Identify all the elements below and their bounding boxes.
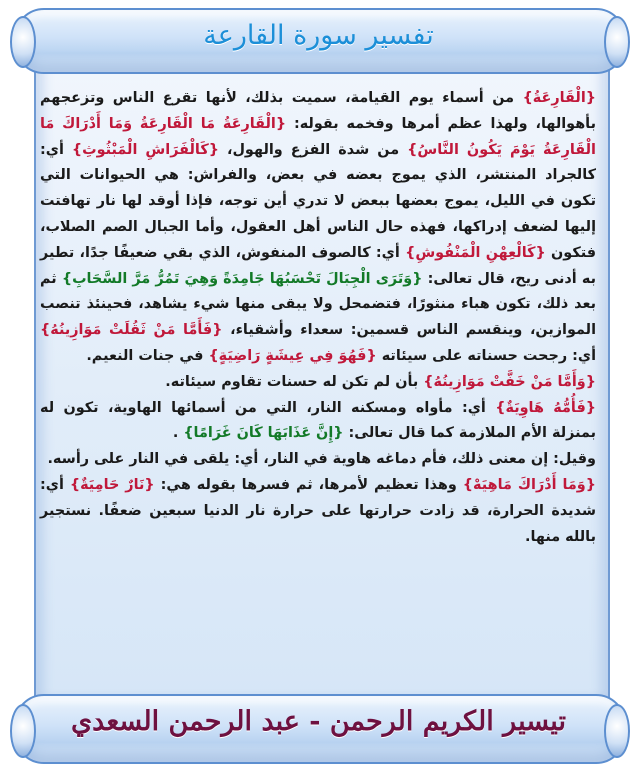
tafsir-paragraph <box>40 86 596 370</box>
quran-verse: {وَتَرَى الْجِبَالَ تَحْسَبُهَا جَامِدَةً وَهِيَ تَمُرُّ مَرَّ السَّحَابِ} <box>61 270 423 287</box>
quran-verse: {فَأَمَّا مَنْ ثَقُلَتْ مَوَازِينُهُ} <box>40 322 223 339</box>
commentary-text: أي: كالجراد المنتشر، الذي يموج بعضه في بعض، والفراش: هي الحيوانات التي تكون في الليل، يموج بعضها ببعض لا تدري أين توجه، فإذا أوقد لها نار تهافتت إليها لضعف إدراكها، فهذه حال الناس أهل العقول، وأما الجبال الصم الصلاب، فتكون <box>40 141 596 261</box>
quran-verse: {وَمَا أَدْرَاكَ مَاهِيَهْ} <box>462 476 596 493</box>
commentary-text: . <box>172 425 184 442</box>
commentary-text: ثم بعد ذلك، تكون هباء منثورًا، فتضمحل ولا يبقى منها شيء يشاهد، فحينئذ تنصب الموازين، وينقسم الناس قسمين: سعداء وأشقياء، <box>40 270 596 339</box>
quran-verse: {الْقَارِعَةُ} <box>522 90 596 106</box>
quran-verse: {الْقَارِعَةُ مَا الْقَارِعَةُ وَمَا أَدْرَاكَ مَا الْقَارِعَةُ يَوْمَ يَكُونُ النَّاسُ} <box>40 115 596 158</box>
tafsir-paragraph <box>40 473 596 550</box>
commentary-text: من شدة الفزع والهول، <box>218 141 408 158</box>
commentary-text: بأن لم تكن له حسنات تقاوم سيئاته. <box>165 373 424 390</box>
commentary-text: وهذا تعظيم لأمرها، ثم فسرها بقوله هي: <box>154 476 463 493</box>
source-attribution: تيسير الكريم الرحمن - عبد الرحمن السعدي <box>71 706 566 737</box>
commentary-text: أي: مأواه ومسكنه النار، التي من أسمائها الهاوية، تكون له بمنزلة الأم الملازمة كما قال تعالى: <box>40 399 596 442</box>
commentary-text: وقيل: إن معنى ذلك، فأم دماغه هاوية في النار، أي: يلقى في النار على رأسه. <box>47 451 596 468</box>
quran-verse: {إِنَّ عَذَابَهَا كَانَ غَرَامًا} <box>183 425 344 442</box>
commentary-text: من أسماء يوم القيامة، سميت بذلك، لأنها تقرع الناس وتزعجهم بأهوالها، ولهذا عظم أمرها وفخمه بقوله: <box>40 90 596 132</box>
commentary-text: أي: كالصوف المنفوش، الذي بقي ضعيفًا جدًا، تطير به أدنى ريح، قال تعالى: <box>40 244 597 287</box>
commentary-text: في جنات النعيم. <box>86 347 209 364</box>
commentary-text: أي: رجحت حسناته على سيئاته <box>376 347 596 364</box>
quran-verse: {فَأُمُّهُ هَاوِيَةٌ} <box>495 399 597 416</box>
tafsir-body <box>40 86 596 550</box>
quran-verse: {كَالْفَرَاشِ الْمَبْثُوثِ} <box>71 141 219 158</box>
tafsir-paragraph <box>40 396 596 448</box>
quran-verse: {وَأَمَّا مَنْ خَفَّتْ مَوَازِينُهُ} <box>423 373 596 390</box>
commentary-text: أي: شديدة الحرارة، قد زادت حرارتها على حرارة نار الدنيا سبعين ضعفًا. نستجير بالله منها. <box>40 476 596 545</box>
tafsir-paragraph <box>40 447 596 473</box>
quran-verse: {فَهُوَ فِي عِيشَةٍ رَاضِيَةٍ} <box>208 347 377 364</box>
quran-verse: {كَالْعِهْنِ الْمَنْفُوشِ} <box>405 244 546 261</box>
quran-verse: {نَارٌ حَامِيَةٌ} <box>69 476 155 493</box>
page-title: تفسير سورة القارعة <box>203 20 434 51</box>
tafsir-paragraph <box>40 370 596 396</box>
